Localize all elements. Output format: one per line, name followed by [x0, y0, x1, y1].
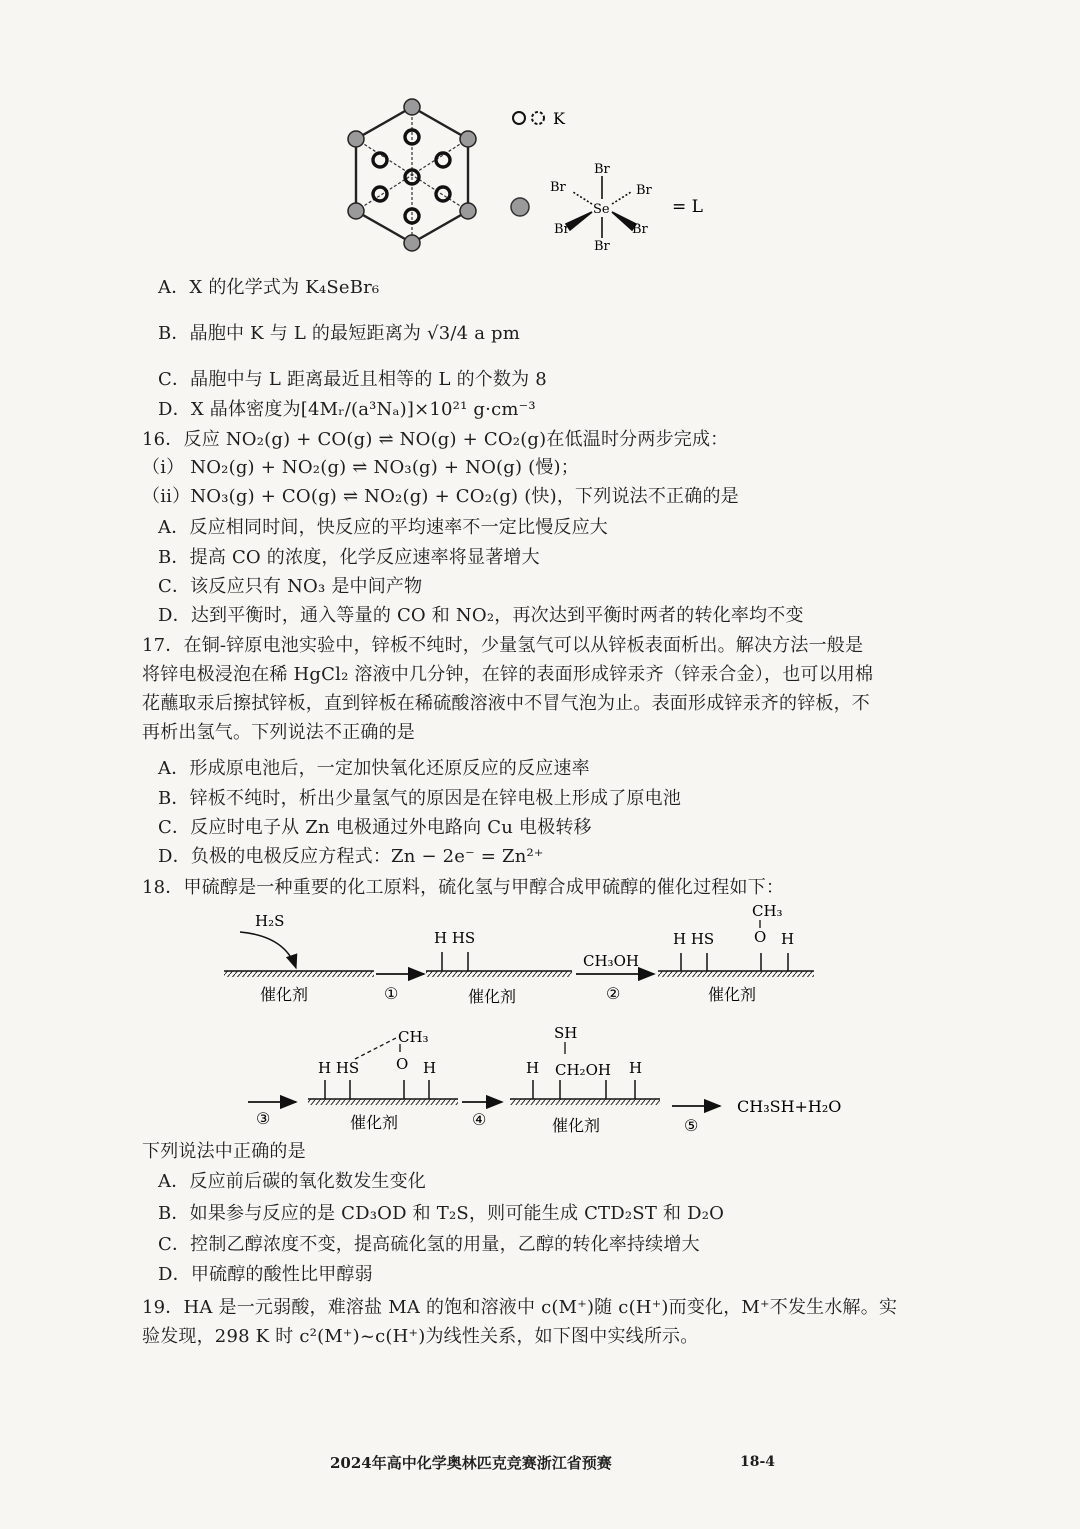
q18-option-d: D．甲硫醇的酸性比甲醇弱: [158, 1264, 373, 1285]
q19-stem-line-1: 19．HA 是一元弱酸，难溶盐 MA 的饱和溶液中 c(M⁺)随 c(H⁺)而变化，M⁺不发生水解。实: [142, 1297, 898, 1318]
hhs-label-2: H HS: [434, 929, 476, 947]
q15-option-c: C．晶胞中与 L 距离最近且相等的 L 的个数为 8: [158, 369, 547, 390]
step-2-label: ②: [606, 984, 621, 1003]
step-5-label: ⑤: [684, 1116, 699, 1135]
q17-option-b: B．锌板不纯时，析出少量氢气的原因是在锌电极上形成了原电池: [158, 788, 682, 809]
q18-option-b: B．如果参与反应的是 CD₃OD 和 T₂S，则可能生成 CTD₂ST 和 D₂O: [158, 1203, 725, 1224]
q18-stem: 18．甲硫醇是一种重要的化工原料，硫化氢与甲醇合成甲硫醇的催化过程如下：: [142, 877, 785, 898]
ch3-label-3: CH₃: [752, 902, 783, 920]
exam-footer-title: 2024年高中化学奥林匹克竞赛浙江省预赛: [330, 1454, 612, 1472]
hhs-label-3: H HS: [673, 930, 715, 948]
step-1-label: ①: [384, 984, 399, 1003]
q16-stem: 16．反应 NO₂(g) + CO(g) ⇌ NO(g) + CO₂(g)在低温时分两步完成：: [142, 429, 729, 450]
product-label: CH₃SH+H₂O: [737, 1097, 842, 1116]
q16-option-a: A．反应相同时间，快反应的平均速率不一定比慢反应大: [158, 517, 608, 538]
o-label-4: O: [396, 1055, 409, 1073]
h2s-adsorption-arrow: [240, 932, 296, 968]
q17-option-a: A．形成原电池后，一定加快氧化还原反应的反应速率: [158, 758, 590, 779]
atom-br-top: Br: [594, 162, 610, 177]
q18-question: 下列说法中正确的是: [142, 1141, 306, 1162]
q17-option-c: C．反应时电子从 Zn 电极通过外电路向 Cu 电极转移: [158, 817, 592, 838]
atom-br-left-down: Br: [554, 222, 570, 237]
q16-step-1: （i） NO₂(g) + NO₂(g) ⇌ NO₃(g) + NO(g) (慢)；: [142, 457, 579, 478]
catalyst-label-3: 催化剂: [708, 985, 757, 1004]
h-label-4: H: [423, 1059, 437, 1077]
hhs-label-4: H HS: [318, 1059, 360, 1077]
q19-stem-line-2: 验发现，298 K 时 c²(M⁺)~c(H⁺)为线性关系，如下图中实线所示。: [142, 1326, 699, 1347]
catalyst-label-4: 催化剂: [350, 1113, 399, 1132]
catalyst-surface-2: [426, 952, 572, 977]
q17-stem-line-3: 花蘸取汞后擦拭锌板，直到锌板在稀硫酸溶液中不冒气泡为止。表面形成锌汞齐的锌板，不: [142, 693, 870, 714]
atom-br-right-up: Br: [636, 183, 652, 198]
catalyst-label-2: 催化剂: [468, 987, 517, 1006]
legend-k-dashed-icon: [532, 112, 544, 124]
catalyst-label-5: 催化剂: [552, 1116, 601, 1135]
q16-option-b: B．提高 CO 的浓度，化学反应速率将显著增大: [158, 547, 540, 568]
q15-option-a: A．X 的化学式为 K₄SeBr₆: [158, 277, 380, 298]
h-label-3: H: [781, 930, 795, 948]
atom-br-left-up: Br: [550, 180, 566, 195]
legend-k-label: K: [553, 109, 565, 128]
equals-l-label: = L: [672, 197, 703, 217]
ch3oh-label: CH₃OH: [583, 952, 639, 970]
q16-option-c: C．该反应只有 NO₃ 是中间产物: [158, 576, 423, 597]
catalysis-diagram: [200, 896, 880, 1146]
q17-stem-line-2: 将锌电极浸泡在稀 HgCl₂ 溶液中几分钟，在锌的表面形成锌汞齐（锌汞合金），也可以用棉: [142, 664, 874, 685]
h2s-label: H₂S: [255, 912, 285, 930]
q17-stem-line-4: 再析出氢气。下列说法不正确的是: [142, 722, 415, 743]
step-3-label: ③: [256, 1109, 271, 1128]
h-left-label-5: H: [526, 1059, 540, 1077]
sh-label-5: SH: [554, 1024, 578, 1042]
catalyst-surface-1: [224, 971, 374, 977]
q18-option-c: C．控制乙醇浓度不变，提高硫化氢的用量，乙醇的转化率持续增大: [158, 1234, 700, 1255]
q18-option-a: A．反应前后碳的氧化数发生变化: [158, 1171, 426, 1192]
ch3-label-4: CH₃: [398, 1028, 429, 1046]
atom-se: Se: [593, 202, 610, 217]
h-right-label-5: H: [629, 1059, 643, 1077]
legend-k-solid-icon: [513, 112, 525, 124]
atom-br-bottom: Br: [594, 239, 610, 254]
o-label-3: O: [754, 928, 767, 946]
ch2oh-label-5: CH₂OH: [555, 1061, 611, 1079]
atom-br-right-down: Br: [632, 222, 648, 237]
q17-option-d: D．负极的电极反应方程式：Zn − 2e⁻ = Zn²⁺: [158, 846, 544, 867]
q15-option-b: B．晶胞中 K 与 L 的最短距离为 √3/4 a pm: [158, 323, 521, 344]
q16-step-2: （ii）NO₃(g) + CO(g) ⇌ NO₂(g) + CO₂(g) (快)，下列说法不正确的是: [142, 486, 739, 507]
step-4-label: ④: [472, 1110, 487, 1129]
k-atoms: [373, 130, 450, 223]
catalyst-label-1: 催化剂: [260, 985, 309, 1004]
q15-option-d: D．X 晶体密度为[4Mᵣ/(a³Nₐ)]×10²¹ g·cm⁻³: [158, 399, 536, 420]
q16-option-d: D．达到平衡时，通入等量的 CO 和 NO₂，再次达到平衡时两者的转化率均不变: [158, 605, 804, 626]
page-number: 18-4: [740, 1454, 776, 1470]
q17-stem-line-1: 17．在铜-锌原电池实验中，锌板不纯时，少量氢气可以从锌板表面析出。解决方法一般是: [142, 635, 864, 656]
legend-l-ball-icon: [511, 198, 529, 216]
catalyst-surface-3: [658, 920, 814, 977]
crystal-figure: [330, 90, 750, 260]
